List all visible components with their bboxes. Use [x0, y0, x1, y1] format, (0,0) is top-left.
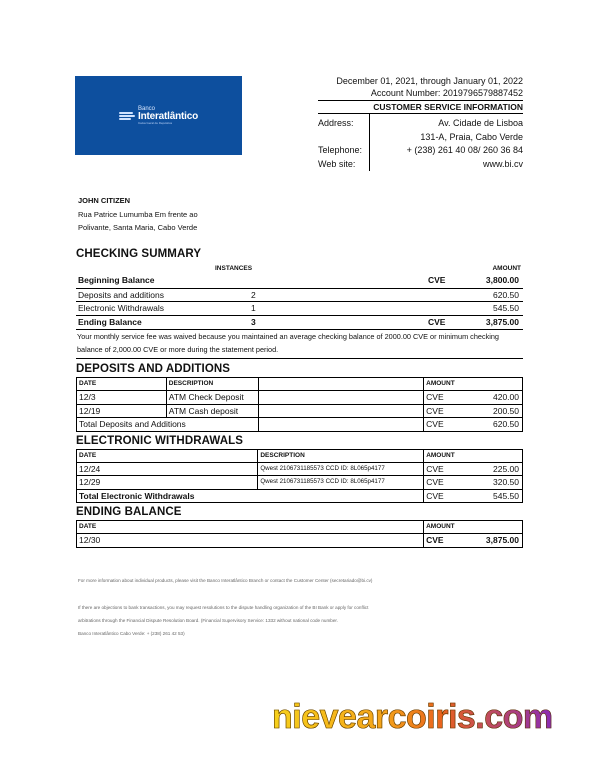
table-row: [77, 391, 523, 405]
total-currency: CVE: [424, 489, 452, 503]
table-row: [77, 462, 523, 476]
total-label: Total Deposits and Additions: [77, 418, 259, 432]
total-label: Total Electronic Withdrawals: [77, 489, 424, 503]
row-currency: CVE: [424, 476, 452, 490]
summary-instances: 2: [251, 289, 256, 300]
service-fee-note: Your monthly service fee was waived because you maintained an average checking balance of 2000.00 CVE or minimum checking balance of 2,000.00 CVE or more during the statement period.: [76, 329, 523, 359]
customer-service-grid: [318, 114, 523, 171]
summary-amount: 3,800.00: [485, 275, 519, 285]
watermark-text: nievearcoiris.com: [272, 698, 553, 736]
total-amount: 620.50: [452, 418, 523, 432]
customer-address-line2: Polivante, Santa Maria, Cabo Verde: [78, 223, 198, 232]
row-amount: 3,875.00: [452, 534, 523, 548]
website-link[interactable]: www.bi.cv: [482, 158, 523, 169]
statement-body: [76, 246, 523, 548]
ending-balance-table: [76, 520, 523, 548]
row-amount: 225.00: [452, 462, 523, 476]
telephone-label: Telephone:: [318, 145, 363, 155]
footer-contact-line: Banco Interatlântico Cabo Verde: + (238) 261 42 53): [78, 631, 185, 636]
row-description: Qwest 2106731185573 CCD ID: 8L065p4177: [258, 462, 424, 476]
col-date: DATE: [77, 521, 424, 534]
summary-amount: 3,875.00: [485, 316, 519, 327]
summary-amount: 620.50: [493, 289, 519, 300]
statement-period: December 01, 2021, through January 01, 2022: [336, 76, 523, 86]
summary-label: Electronic Withdrawals: [78, 303, 164, 313]
deposits-title: DEPOSITS AND ADDITIONS: [76, 363, 231, 375]
row-date: 12/29: [77, 476, 258, 490]
logo-brand-name: Interatlântico: [138, 111, 198, 122]
col-amount: AMOUNT: [424, 521, 523, 534]
total-row: [77, 489, 523, 503]
withdrawals-title: ELECTRONIC WITHDRAWALS: [76, 434, 244, 447]
telephone-value: + (238) 261 40 08/ 260 36 84: [406, 145, 523, 155]
table-row: [77, 534, 523, 548]
row-currency: CVE: [424, 462, 452, 476]
summary-label: Ending Balance: [78, 316, 142, 327]
wave-icon: [119, 110, 135, 122]
summary-instances: 1: [251, 303, 256, 313]
summary-label: Deposits and additions: [78, 289, 165, 300]
summary-header-row: [76, 262, 523, 274]
customer-service-title: CUSTOMER SERVICE INFORMATION: [318, 101, 523, 114]
amount-header: AMOUNT: [492, 265, 521, 272]
address-line1: Av. Cidade de Lisboa: [438, 118, 523, 128]
summary-row-ending-balance: [76, 315, 523, 329]
deposits-table: [76, 377, 523, 432]
row-date: 12/19: [77, 404, 167, 418]
row-date: 12/24: [77, 462, 258, 476]
row-description: ATM Check Deposit: [166, 391, 258, 405]
row-currency: CVE: [424, 391, 452, 405]
total-amount: 545.50: [452, 489, 523, 503]
instances-header: INSTANCES: [215, 265, 253, 272]
customer-address-line1: Rua Patrice Lumumba Em frente ao: [78, 209, 198, 219]
summary-currency: CVE: [428, 316, 446, 327]
summary-row-withdrawals: [76, 301, 523, 315]
logo-tagline: Caixa Geral de Depósitos: [138, 121, 173, 125]
address-label: Address:: [318, 118, 354, 128]
bank-logo: [75, 76, 242, 155]
customer-name: JOHN CITIZEN: [78, 196, 131, 205]
col-date: DATE: [77, 449, 258, 462]
row-currency: CVE: [424, 404, 452, 418]
summary-row-deposits: [76, 288, 523, 302]
row-amount: 320.50: [452, 476, 523, 490]
col-date: DATE: [77, 378, 167, 391]
ending-balance-title: ENDING BALANCE: [76, 506, 182, 518]
table-row: [77, 404, 523, 418]
row-description: ATM Cash deposit: [166, 404, 258, 418]
row-description: Qwest 2106731185573 CCD ID: 8L065p4177: [258, 476, 424, 490]
withdrawals-table: [76, 449, 523, 504]
summary-label: Beginning Balance: [78, 275, 155, 285]
row-amount: 420.00: [452, 391, 523, 405]
col-description: DESCRIPTION: [166, 378, 258, 391]
account-number-line: [318, 87, 523, 101]
row-amount: 200.50: [452, 404, 523, 418]
col-amount: AMOUNT: [424, 449, 523, 462]
checking-summary-title: CHECKING SUMMARY: [76, 248, 202, 260]
summary-currency: CVE: [428, 275, 446, 285]
summary-instances: 3: [251, 316, 256, 327]
account-label: Account Number:: [370, 88, 441, 98]
footer-info-line: For more information about individual products, please visit the Banco Interatlântico Branch or contact the Customer Center (secretariado@bi.cv): [78, 578, 373, 583]
row-date: 12/3: [77, 391, 167, 405]
customer-address-block: [78, 194, 198, 235]
col-description: DESCRIPTION: [258, 449, 424, 462]
summary-row-beginning-balance: [76, 274, 523, 288]
col-amount: AMOUNT: [424, 378, 523, 391]
statement-header: [318, 75, 523, 171]
account-number: 2019796579887452: [442, 88, 523, 98]
footer-dispute-line1: If there are objections to bank transactions, you may request resolutions to the dispute handling organization of the BI Bank or apply for conflict: [78, 605, 369, 610]
website-label: Web site:: [318, 158, 356, 169]
total-row: [77, 418, 523, 432]
total-currency: CVE: [424, 418, 452, 432]
logo-small-text: Banco: [138, 106, 156, 112]
summary-amount: 545.50: [493, 303, 519, 313]
row-date: 12/30: [77, 534, 424, 548]
row-currency: CVE: [424, 534, 452, 548]
footer-dispute-line2: arbitrations through the Financial Dispute Resolution Board. (Financial Supervisory Service: 1332 without national code number.: [78, 618, 338, 623]
table-row: [77, 476, 523, 490]
address-line2: 131-A, Praia, Cabo Verde: [420, 131, 523, 142]
